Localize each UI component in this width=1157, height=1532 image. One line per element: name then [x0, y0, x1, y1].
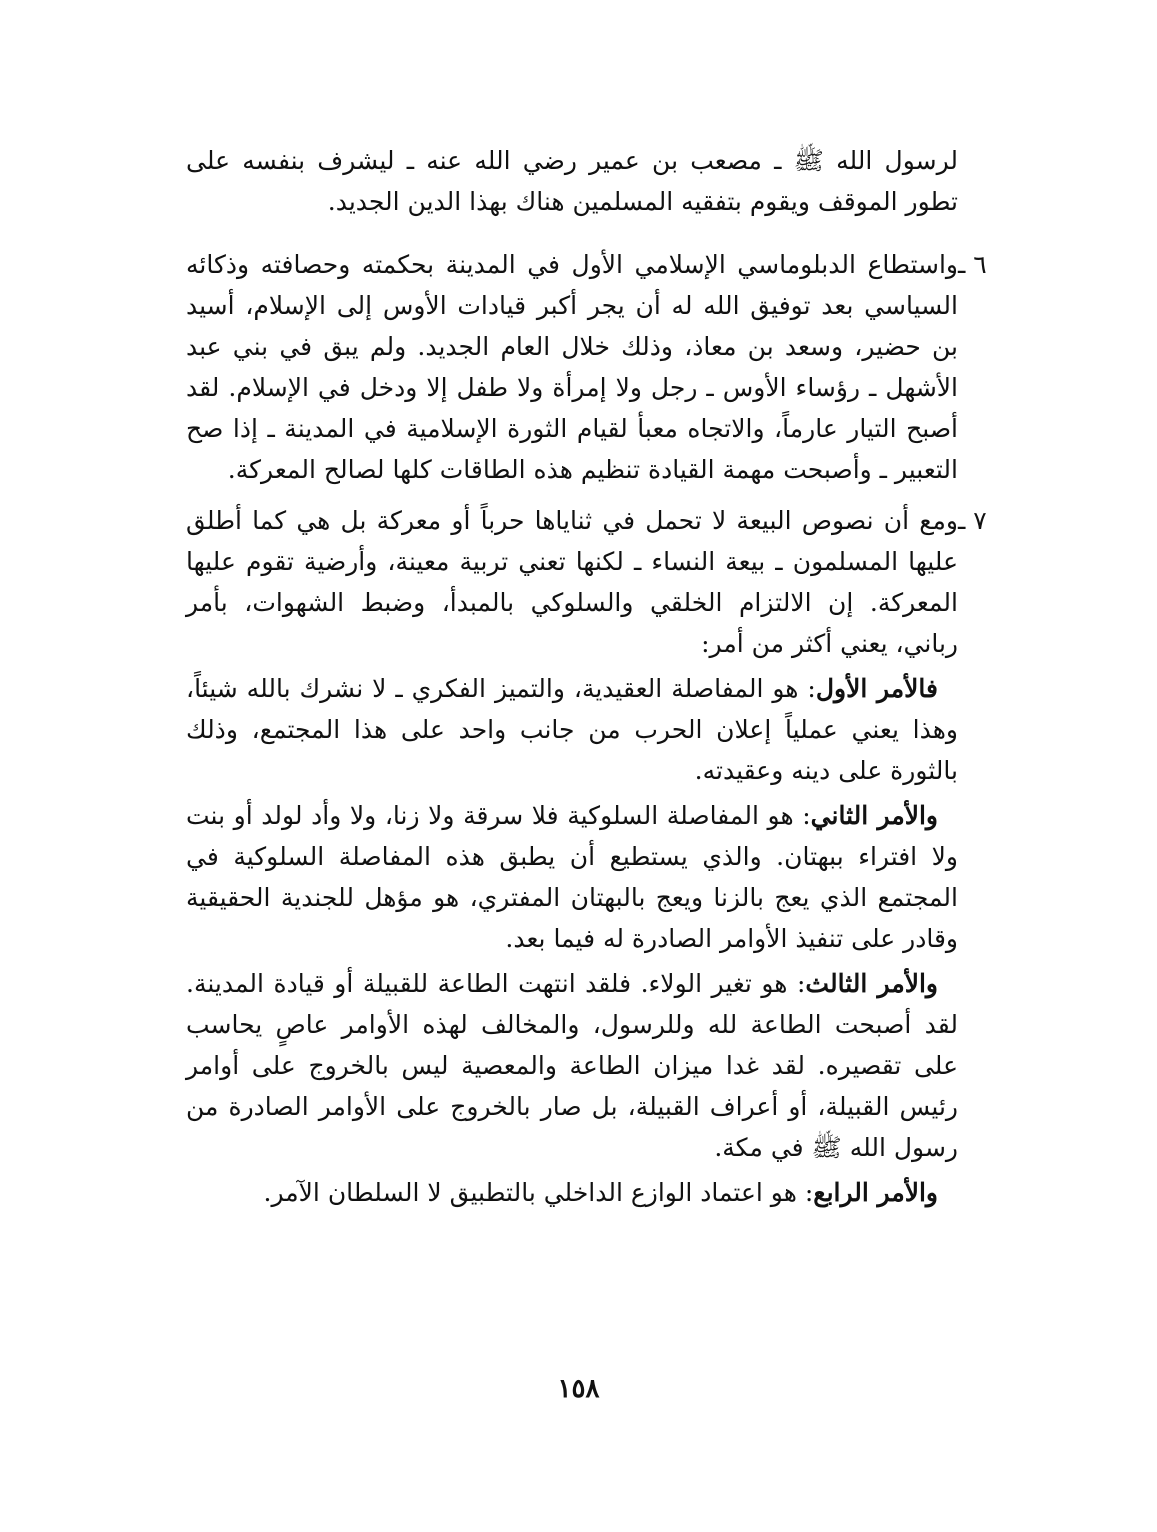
order-fourth: [186, 1172, 958, 1213]
page-number: ١٥٨: [557, 1374, 600, 1404]
order-heading: والأمر الثاني: [810, 801, 938, 830]
order-third: [186, 963, 958, 1168]
item-number: ٧ ـ: [958, 506, 987, 535]
order-text: : هو اعتماد الوازع الداخلي بالتطبيق لا السلطان الآمر.: [263, 1178, 814, 1207]
order-text: : هو تغير الولاء. فلقد انتهت الطاعة للقبيلة أو قيادة المدينة. لقد أصبحت الطاعة لله وللرسول، والمخالف لهذه الأوامر عاصٍ يحاسب على تقصيره. لقد غدا ميزان الطاعة والمعصية ليس بالخروج على أوامر رئيس القبيلة، أو أعراف القبيلة، بل صار بالخروج على الأوامر الصادرة من رسول الله ﷺ في مكة.: [186, 969, 958, 1162]
intro-paragraph: لرسول الله ﷺ ـ مصعب بن عمير رضي الله عنه ـ ليشرف بنفسه على تطور الموقف ويقوم بتفقيه المسلمين هناك بهذا الدين الجديد.: [186, 146, 958, 216]
item-text: ومع أن نصوص البيعة لا تحمل في ثناياها حرباً أو معركة بل هي كما أطلق عليها المسلمون ـ بيعة النساء ـ لكنها تعني تربية معينة، وأرضية تقوم عليها المعركة. إن الالتزام الخلقي والسلوكي بالمبدأ، وضبط الشهوات، بأمر رباني، يعني أكثر من أمر:: [186, 506, 958, 658]
order-text: : هو المفاصلة العقيدية، والتميز الفكري ـ لا نشرك بالله شيئاً، وهذا يعني عملياً إعلان الحرب من جانب واحد على هذا المجتمع، وذلك بالثورة على دينه وعقيدته.: [186, 674, 958, 785]
order-heading: فالأمر الأول: [815, 674, 938, 703]
page-body: [186, 140, 987, 1223]
order-second: [186, 795, 958, 959]
order-first: [186, 668, 958, 791]
order-text: : هو المفاصلة السلوكية فلا سرقة ولا زنا، ولا وأد لولد أو بنت ولا افتراء ببهتان. والذي يستطيع أن يطبق هذه المفاصلة السلوكية في المجتمع الذي يعج بالزنا ويعج بالبهتان المفتري، هو مؤهل للجندية الحقيقية وقادر على تنفيذ الأوامر الصادرة له فيما بعد.: [186, 801, 958, 953]
order-heading: والأمر الرابع: [813, 1178, 938, 1207]
item-number: ٦ ـ: [958, 250, 987, 279]
order-heading: والأمر الثالث: [805, 969, 939, 998]
list-item-6: [186, 244, 987, 490]
item-text: واستطاع الدبلوماسي الإسلامي الأول في المدينة بحكمته وحصافته وذكائه السياسي بعد توفيق الله له أن يجر أكبر قيادات الأوس إلى الإسلام، أسيد بن حضير، وسعد بن معاذ، وذلك خلال العام الجديد. ولم يبق في بني عبد الأشهل ـ رؤساء الأوس ـ رجل ولا إمرأة ولا طفل إلا ودخل في الإسلام. لقد أصبح التيار عارماً، والاتجاه معبأ لقيام الثورة الإسلامية في المدينة ـ إذا صح التعبير ـ وأصبحت مهمة القيادة تنظيم هذه الطاقات كلها لصالح المعركة.: [186, 250, 959, 484]
list-item-7: [186, 500, 987, 1213]
